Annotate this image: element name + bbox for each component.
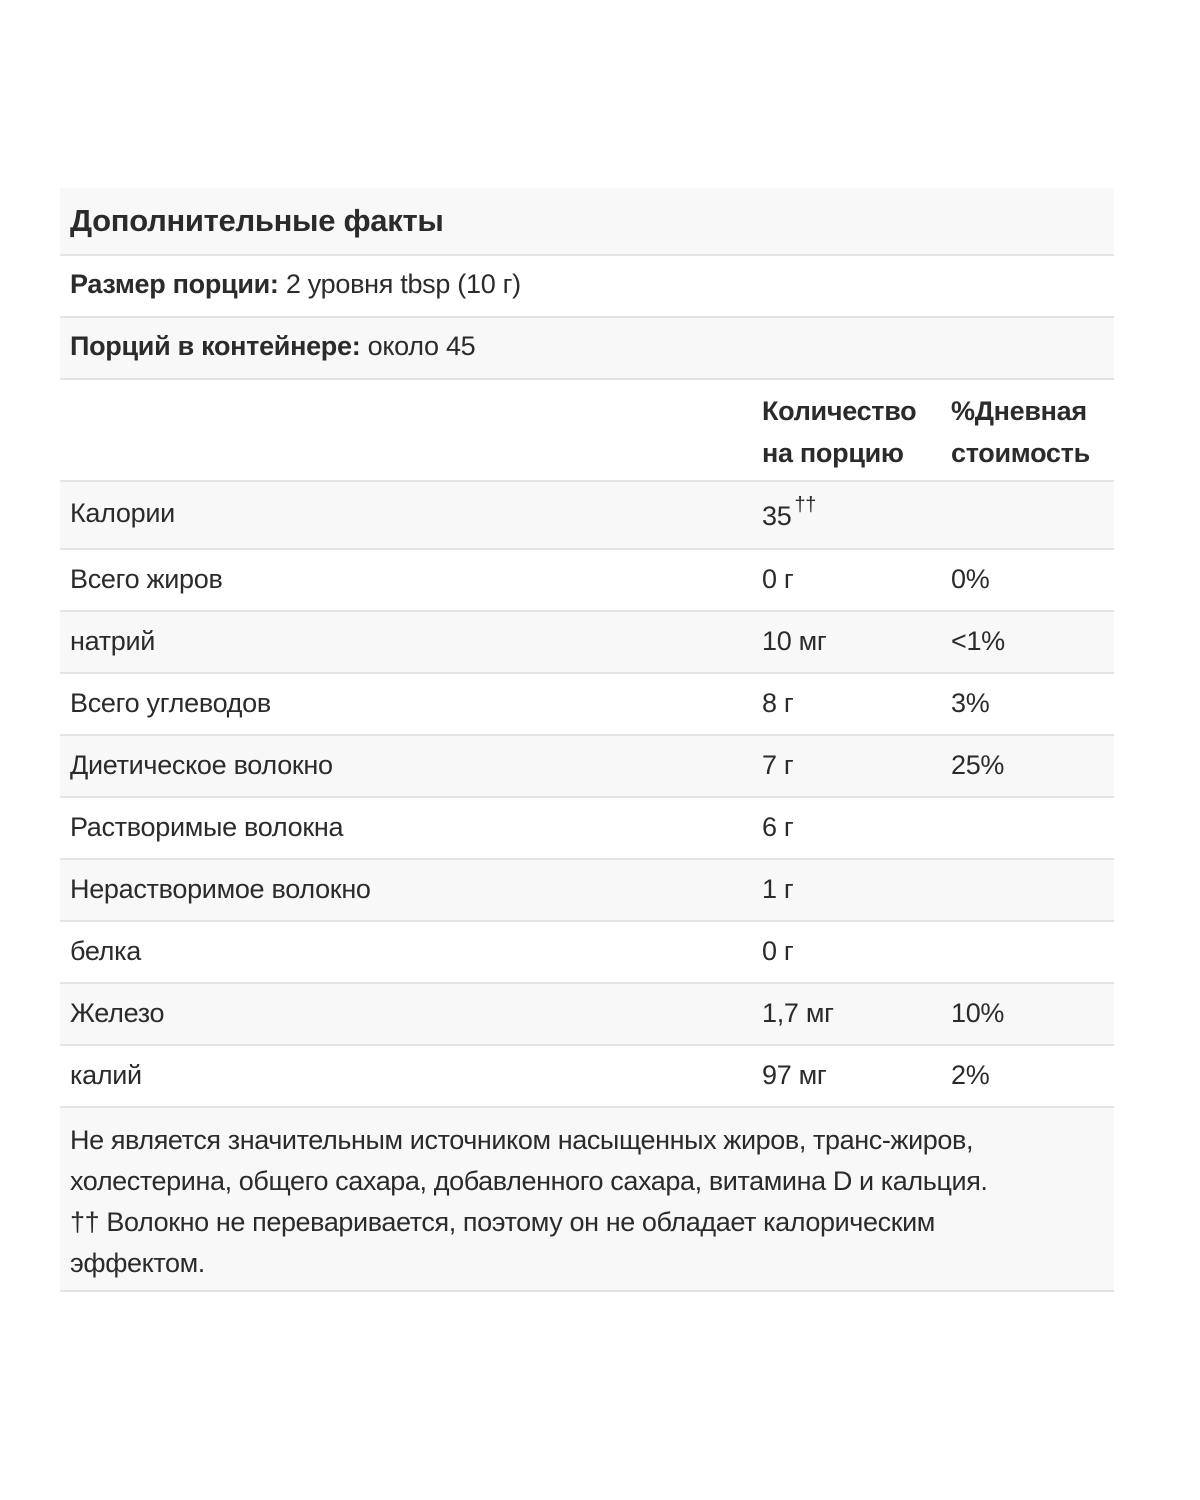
column-header-row — [60, 380, 1114, 482]
servings-per-container-row — [60, 318, 1114, 380]
nutrient-row-total-carbs — [60, 674, 1114, 736]
nutrient-name: Диетическое волокно — [70, 750, 333, 780]
nutrient-name: Калории — [70, 498, 175, 528]
nutrient-name: белка — [70, 936, 141, 966]
nutrient-name: Железо — [70, 998, 165, 1028]
footnote-line: эффектом. — [70, 1248, 205, 1278]
amount-column-header — [762, 390, 916, 474]
nutrient-row-potassium — [60, 1046, 1114, 1108]
nutrient-daily-value: 0% — [951, 564, 990, 594]
nutrient-amount: 8 г — [762, 688, 794, 718]
serving-size-row — [60, 256, 1114, 318]
nutrient-amount: 1,7 мг — [762, 998, 834, 1028]
footnote-line: холестерина, общего сахара, добавленного сахара, витамина D и кальция. — [70, 1166, 988, 1196]
serving-size-value: 2 уровня tbsp (10 г) — [285, 269, 521, 299]
nutrient-daily-value: 25% — [951, 750, 1005, 780]
nutrient-row-sodium — [60, 612, 1114, 674]
supplement-facts-panel — [60, 188, 1114, 1292]
nutrient-name: калий — [70, 1060, 142, 1090]
nutrient-daily-value: <1% — [951, 626, 1005, 656]
nutrient-name: Нерастворимое волокно — [70, 874, 371, 904]
nutrient-amount: 0 г — [762, 936, 794, 966]
footnote-mark: †† — [794, 494, 817, 516]
servings-per-container-label: Порций в контейнере: — [70, 331, 361, 361]
nutrient-row-protein — [60, 922, 1114, 984]
nutrient-row-dietary-fiber — [60, 736, 1114, 798]
footnote-row — [60, 1108, 1114, 1292]
dv-header-line2: стоимость — [951, 438, 1090, 468]
nutrient-name: Всего углеводов — [70, 688, 271, 718]
amount-header-line1: Количество — [762, 396, 917, 426]
amount-header-line2: на порцию — [762, 438, 904, 468]
footnote-text — [70, 1120, 1100, 1284]
nutrient-row-insoluble-fiber — [60, 860, 1114, 922]
calories-value: 35 — [762, 501, 792, 531]
footnote-line: Не является значительным источником насыщенных жиров, транс-жиров, — [70, 1125, 974, 1155]
nutrient-name: натрий — [70, 626, 156, 656]
nutrient-daily-value: 2% — [951, 1060, 990, 1090]
daily-value-column-header — [951, 390, 1090, 474]
nutrient-daily-value: 10% — [951, 998, 1005, 1028]
dv-header-line1: %Дневная — [951, 396, 1087, 426]
nutrient-amount: 7 г — [762, 750, 794, 780]
nutrient-amount: 97 мг — [762, 1060, 827, 1090]
title-row — [60, 188, 1114, 256]
nutrient-name: Растворимые волокна — [70, 812, 344, 842]
nutrient-amount: 6 г — [762, 812, 794, 842]
nutrient-amount — [762, 494, 817, 532]
servings-per-container — [70, 331, 475, 362]
nutrient-name: Всего жиров — [70, 564, 223, 594]
nutrient-amount: 10 мг — [762, 626, 827, 656]
nutrient-amount: 0 г — [762, 564, 794, 594]
panel-title: Дополнительные факты — [70, 203, 444, 238]
nutrient-row-soluble-fiber — [60, 798, 1114, 860]
nutrient-row-iron — [60, 984, 1114, 1046]
nutrient-daily-value: 3% — [951, 688, 990, 718]
nutrient-row-calories — [60, 482, 1114, 550]
servings-per-container-value: около 45 — [367, 331, 476, 361]
nutrient-row-total-fat — [60, 550, 1114, 612]
nutrient-amount: 1 г — [762, 874, 794, 904]
serving-size-label: Размер порции: — [70, 269, 279, 299]
serving-size — [70, 269, 521, 300]
footnote-line: †† Волокно не переваривается, поэтому он не обладает калорическим — [70, 1207, 935, 1237]
